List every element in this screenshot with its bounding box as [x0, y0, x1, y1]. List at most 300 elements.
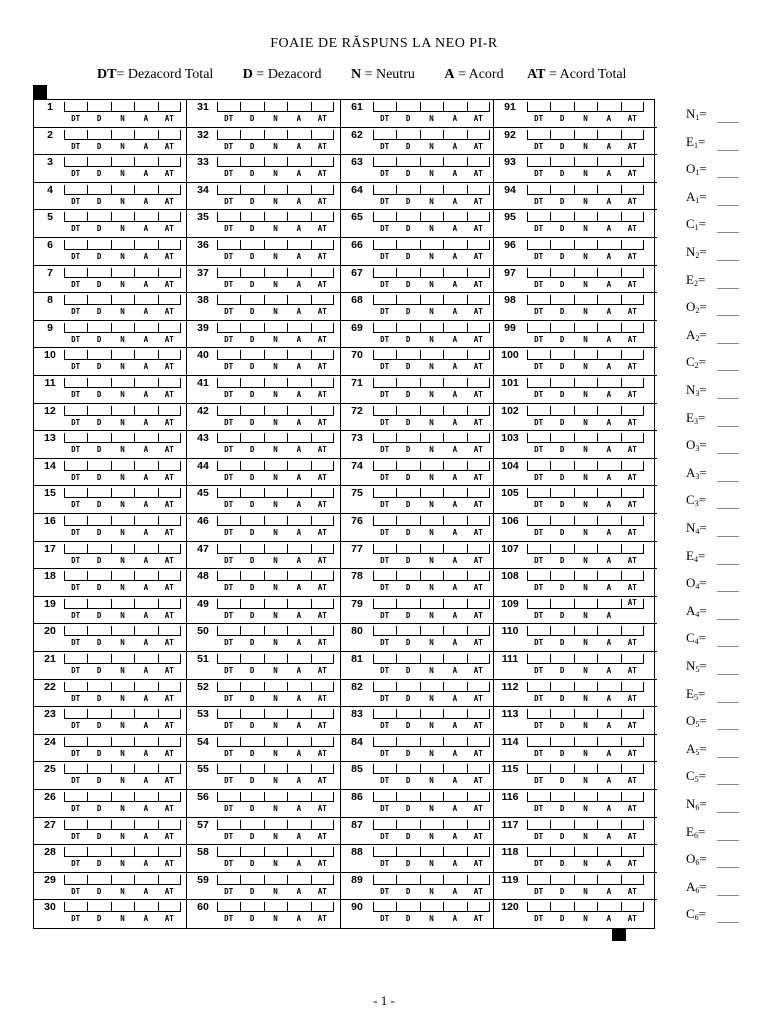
facet-score-line[interactable]	[717, 315, 739, 316]
answer-box[interactable]	[527, 488, 550, 498]
answer-box[interactable]	[287, 130, 310, 140]
answer-box[interactable]	[597, 682, 620, 692]
answer-box[interactable]	[621, 764, 644, 774]
answer-box[interactable]	[158, 516, 181, 526]
answer-box[interactable]	[87, 902, 110, 912]
answer-box[interactable]	[597, 461, 620, 471]
answer-box[interactable]	[527, 875, 550, 885]
answer-box[interactable]	[597, 157, 620, 167]
answer-box[interactable]	[87, 433, 110, 443]
answer-box[interactable]	[420, 709, 443, 719]
answer-box[interactable]	[574, 875, 597, 885]
answer-box[interactable]	[64, 902, 87, 912]
answer-box[interactable]	[527, 295, 550, 305]
answer-box[interactable]	[467, 764, 490, 774]
facet-score-line[interactable]	[717, 370, 739, 371]
answer-box[interactable]	[134, 461, 157, 471]
answer-box[interactable]	[111, 378, 134, 388]
answer-box[interactable]	[240, 682, 263, 692]
answer-box[interactable]	[264, 847, 287, 857]
answer-box[interactable]	[87, 654, 110, 664]
answer-box[interactable]	[311, 488, 334, 498]
answer-box[interactable]	[217, 102, 240, 112]
answer-box[interactable]	[527, 571, 550, 581]
answer-box[interactable]	[420, 737, 443, 747]
answer-box[interactable]	[574, 433, 597, 443]
answer-box[interactable]	[550, 157, 573, 167]
answer-box[interactable]	[420, 323, 443, 333]
answer-box[interactable]	[574, 544, 597, 554]
answer-box[interactable]	[240, 102, 263, 112]
answer-box[interactable]	[597, 488, 620, 498]
answer-box[interactable]	[527, 102, 550, 112]
answer-box[interactable]	[111, 268, 134, 278]
answer-box[interactable]	[443, 323, 466, 333]
answer-box[interactable]	[443, 406, 466, 416]
answer-box[interactable]	[396, 875, 419, 885]
answer-box[interactable]	[597, 902, 620, 912]
answer-box[interactable]	[420, 102, 443, 112]
answer-box[interactable]	[420, 378, 443, 388]
answer-box[interactable]	[134, 516, 157, 526]
answer-box[interactable]	[287, 516, 310, 526]
facet-score-line[interactable]	[717, 922, 739, 923]
answer-box[interactable]	[64, 764, 87, 774]
answer-box[interactable]	[158, 792, 181, 802]
answer-box[interactable]	[550, 654, 573, 664]
answer-box[interactable]	[420, 185, 443, 195]
answer-box[interactable]	[420, 433, 443, 443]
answer-box[interactable]	[287, 792, 310, 802]
answer-box[interactable]	[64, 792, 87, 802]
answer-box[interactable]	[467, 130, 490, 140]
answer-box[interactable]	[264, 516, 287, 526]
answer-box[interactable]	[264, 599, 287, 609]
answer-box[interactable]	[111, 185, 134, 195]
answer-box[interactable]	[134, 378, 157, 388]
answer-box[interactable]	[550, 185, 573, 195]
answer-box[interactable]	[64, 875, 87, 885]
answer-box[interactable]	[264, 820, 287, 830]
answer-box[interactable]	[217, 323, 240, 333]
answer-box[interactable]	[287, 185, 310, 195]
answer-box[interactable]	[420, 820, 443, 830]
answer-box[interactable]	[550, 709, 573, 719]
facet-score-line[interactable]	[717, 177, 739, 178]
answer-box[interactable]	[574, 295, 597, 305]
answer-box[interactable]	[111, 875, 134, 885]
answer-box[interactable]	[621, 820, 644, 830]
answer-box[interactable]	[134, 792, 157, 802]
answer-box[interactable]	[621, 682, 644, 692]
answer-box[interactable]	[240, 571, 263, 581]
answer-box[interactable]	[621, 240, 644, 250]
answer-box[interactable]	[467, 295, 490, 305]
answer-box[interactable]	[134, 185, 157, 195]
answer-box[interactable]	[264, 654, 287, 664]
answer-box[interactable]	[550, 102, 573, 112]
answer-box[interactable]	[396, 571, 419, 581]
answer-box[interactable]	[373, 764, 396, 774]
answer-box[interactable]	[527, 157, 550, 167]
answer-box[interactable]	[111, 571, 134, 581]
answer-box[interactable]	[527, 240, 550, 250]
answer-box[interactable]	[264, 378, 287, 388]
answer-box[interactable]	[597, 240, 620, 250]
answer-box[interactable]	[597, 102, 620, 112]
answer-box[interactable]	[87, 350, 110, 360]
answer-box[interactable]	[64, 654, 87, 664]
answer-box[interactable]	[443, 764, 466, 774]
answer-box[interactable]	[217, 792, 240, 802]
answer-box[interactable]	[420, 295, 443, 305]
answer-box[interactable]	[240, 433, 263, 443]
answer-box[interactable]	[621, 461, 644, 471]
answer-box[interactable]	[240, 737, 263, 747]
answer-box[interactable]	[550, 626, 573, 636]
answer-box[interactable]	[158, 599, 181, 609]
answer-box[interactable]	[240, 599, 263, 609]
answer-box[interactable]	[240, 406, 263, 416]
answer-box[interactable]	[64, 433, 87, 443]
facet-score-line[interactable]	[717, 508, 739, 509]
answer-box[interactable]	[240, 323, 263, 333]
answer-box[interactable]	[64, 820, 87, 830]
answer-box[interactable]	[420, 488, 443, 498]
answer-box[interactable]	[287, 902, 310, 912]
facet-score-line[interactable]	[717, 729, 739, 730]
answer-box[interactable]	[550, 406, 573, 416]
answer-box[interactable]	[373, 433, 396, 443]
answer-box[interactable]	[574, 902, 597, 912]
answer-box[interactable]	[87, 875, 110, 885]
answer-box[interactable]	[134, 737, 157, 747]
answer-box[interactable]	[240, 764, 263, 774]
answer-box[interactable]	[396, 406, 419, 416]
answer-box[interactable]	[621, 406, 644, 416]
answer-box[interactable]	[597, 433, 620, 443]
answer-box[interactable]	[550, 212, 573, 222]
answer-box[interactable]	[158, 268, 181, 278]
answer-box[interactable]	[134, 212, 157, 222]
answer-box[interactable]	[134, 544, 157, 554]
answer-box[interactable]	[597, 323, 620, 333]
answer-box[interactable]	[158, 323, 181, 333]
answer-box[interactable]	[621, 488, 644, 498]
answer-box[interactable]	[373, 461, 396, 471]
answer-box[interactable]	[240, 820, 263, 830]
answer-box[interactable]	[550, 295, 573, 305]
answer-box[interactable]	[158, 157, 181, 167]
answer-box[interactable]	[240, 157, 263, 167]
answer-box[interactable]	[64, 185, 87, 195]
answer-box[interactable]	[134, 599, 157, 609]
answer-box[interactable]	[574, 461, 597, 471]
answer-box[interactable]	[574, 764, 597, 774]
answer-box[interactable]	[134, 102, 157, 112]
answer-box[interactable]	[240, 544, 263, 554]
answer-box[interactable]	[240, 350, 263, 360]
answer-box[interactable]	[597, 709, 620, 719]
answer-box[interactable]	[467, 323, 490, 333]
answer-box[interactable]	[597, 516, 620, 526]
answer-box[interactable]	[311, 902, 334, 912]
answer-box[interactable]	[311, 626, 334, 636]
answer-box[interactable]	[420, 461, 443, 471]
answer-box[interactable]	[111, 323, 134, 333]
facet-score-line[interactable]	[717, 453, 739, 454]
answer-box[interactable]	[420, 268, 443, 278]
answer-box[interactable]	[311, 847, 334, 857]
answer-box[interactable]	[134, 323, 157, 333]
answer-box[interactable]	[597, 212, 620, 222]
answer-box[interactable]	[264, 130, 287, 140]
facet-score-line[interactable]	[717, 895, 739, 896]
answer-box[interactable]	[64, 295, 87, 305]
answer-box[interactable]	[311, 792, 334, 802]
answer-box[interactable]	[396, 350, 419, 360]
answer-box[interactable]	[87, 157, 110, 167]
answer-box[interactable]	[443, 820, 466, 830]
answer-box[interactable]	[158, 240, 181, 250]
answer-box[interactable]	[373, 902, 396, 912]
answer-box[interactable]	[527, 709, 550, 719]
answer-box[interactable]	[373, 682, 396, 692]
answer-box[interactable]	[373, 378, 396, 388]
answer-box[interactable]	[443, 240, 466, 250]
answer-box[interactable]	[373, 102, 396, 112]
facet-score-line[interactable]	[717, 619, 739, 620]
answer-box[interactable]	[134, 406, 157, 416]
answer-box[interactable]	[621, 378, 644, 388]
answer-box[interactable]	[467, 212, 490, 222]
answer-box[interactable]	[373, 709, 396, 719]
answer-box[interactable]	[527, 626, 550, 636]
answer-box[interactable]	[158, 626, 181, 636]
answer-box[interactable]	[420, 875, 443, 885]
answer-box[interactable]	[64, 157, 87, 167]
answer-box[interactable]	[527, 820, 550, 830]
answer-box[interactable]	[217, 847, 240, 857]
answer-box[interactable]	[264, 461, 287, 471]
answer-box[interactable]	[111, 544, 134, 554]
answer-box[interactable]	[527, 847, 550, 857]
answer-box[interactable]	[264, 709, 287, 719]
answer-box[interactable]	[264, 268, 287, 278]
answer-box[interactable]	[420, 212, 443, 222]
answer-box[interactable]	[373, 350, 396, 360]
answer-box[interactable]	[527, 737, 550, 747]
answer-box[interactable]	[396, 433, 419, 443]
answer-box[interactable]	[467, 875, 490, 885]
answer-box[interactable]	[396, 185, 419, 195]
answer-box[interactable]	[574, 378, 597, 388]
answer-box[interactable]	[420, 599, 443, 609]
answer-box[interactable]	[621, 185, 644, 195]
answer-box[interactable]	[217, 350, 240, 360]
answer-box[interactable]	[597, 626, 620, 636]
answer-box[interactable]	[550, 240, 573, 250]
answer-box[interactable]	[217, 295, 240, 305]
answer-box[interactable]	[311, 268, 334, 278]
facet-score-line[interactable]	[717, 288, 739, 289]
answer-box[interactable]	[396, 240, 419, 250]
answer-box[interactable]	[467, 792, 490, 802]
answer-box[interactable]	[64, 737, 87, 747]
answer-box[interactable]	[443, 378, 466, 388]
answer-box[interactable]	[64, 350, 87, 360]
answer-box[interactable]	[621, 268, 644, 278]
answer-box[interactable]	[87, 268, 110, 278]
answer-box[interactable]	[87, 737, 110, 747]
answer-box[interactable]	[264, 488, 287, 498]
answer-box[interactable]	[621, 902, 644, 912]
answer-box[interactable]	[64, 461, 87, 471]
answer-box[interactable]	[621, 792, 644, 802]
answer-box[interactable]	[134, 875, 157, 885]
answer-box[interactable]	[64, 212, 87, 222]
answer-box[interactable]	[217, 157, 240, 167]
answer-box[interactable]	[550, 378, 573, 388]
answer-box[interactable]	[158, 737, 181, 747]
answer-box[interactable]	[264, 902, 287, 912]
answer-box[interactable]	[264, 350, 287, 360]
answer-box[interactable]	[264, 571, 287, 581]
answer-box[interactable]	[373, 737, 396, 747]
answer-box[interactable]	[87, 820, 110, 830]
answer-box[interactable]	[287, 571, 310, 581]
answer-box[interactable]	[621, 157, 644, 167]
answer-box[interactable]	[217, 516, 240, 526]
answer-box[interactable]	[574, 240, 597, 250]
answer-box[interactable]	[87, 626, 110, 636]
answer-box[interactable]	[467, 902, 490, 912]
answer-box[interactable]	[311, 378, 334, 388]
answer-box[interactable]	[217, 433, 240, 443]
answer-box[interactable]	[527, 378, 550, 388]
answer-box[interactable]	[550, 130, 573, 140]
answer-box[interactable]	[621, 102, 644, 112]
answer-box[interactable]	[467, 240, 490, 250]
answer-box[interactable]	[134, 626, 157, 636]
answer-box[interactable]	[621, 626, 644, 636]
answer-box[interactable]	[396, 323, 419, 333]
answer-box[interactable]	[287, 847, 310, 857]
facet-score-line[interactable]	[717, 426, 739, 427]
answer-box[interactable]	[217, 764, 240, 774]
answer-box[interactable]	[87, 323, 110, 333]
answer-box[interactable]	[240, 185, 263, 195]
answer-box[interactable]	[373, 626, 396, 636]
answer-box[interactable]	[550, 461, 573, 471]
answer-box[interactable]	[527, 461, 550, 471]
answer-box[interactable]	[158, 295, 181, 305]
answer-box[interactable]	[550, 847, 573, 857]
answer-box[interactable]	[443, 516, 466, 526]
answer-box[interactable]	[64, 406, 87, 416]
answer-box[interactable]	[264, 323, 287, 333]
answer-box[interactable]	[158, 461, 181, 471]
answer-box[interactable]	[597, 378, 620, 388]
answer-box[interactable]	[467, 406, 490, 416]
answer-box[interactable]	[64, 544, 87, 554]
answer-box[interactable]	[287, 157, 310, 167]
answer-box[interactable]	[134, 820, 157, 830]
answer-box[interactable]	[111, 654, 134, 664]
answer-box[interactable]	[443, 737, 466, 747]
answer-box[interactable]	[240, 378, 263, 388]
answer-box[interactable]	[64, 268, 87, 278]
answer-box[interactable]	[287, 406, 310, 416]
answer-box[interactable]	[311, 102, 334, 112]
answer-box[interactable]	[443, 433, 466, 443]
answer-box[interactable]	[443, 682, 466, 692]
answer-box[interactable]	[574, 626, 597, 636]
facet-score-line[interactable]	[717, 398, 739, 399]
answer-box[interactable]	[87, 571, 110, 581]
answer-box[interactable]	[467, 626, 490, 636]
answer-box[interactable]	[311, 875, 334, 885]
answer-box[interactable]	[240, 268, 263, 278]
answer-box[interactable]	[621, 212, 644, 222]
answer-box[interactable]	[64, 571, 87, 581]
answer-box[interactable]	[217, 599, 240, 609]
answer-box[interactable]	[527, 682, 550, 692]
answer-box[interactable]	[597, 406, 620, 416]
answer-box[interactable]	[158, 130, 181, 140]
answer-box[interactable]	[64, 599, 87, 609]
answer-box[interactable]	[574, 157, 597, 167]
answer-box[interactable]	[574, 406, 597, 416]
answer-box[interactable]	[217, 875, 240, 885]
answer-box[interactable]	[240, 847, 263, 857]
answer-box[interactable]	[87, 764, 110, 774]
answer-box[interactable]	[396, 764, 419, 774]
answer-box[interactable]	[311, 654, 334, 664]
answer-box[interactable]	[64, 488, 87, 498]
answer-box[interactable]	[467, 102, 490, 112]
answer-box[interactable]	[574, 654, 597, 664]
answer-box[interactable]	[311, 461, 334, 471]
answer-box[interactable]	[597, 792, 620, 802]
facet-score-line[interactable]	[717, 674, 739, 675]
answer-box[interactable]	[87, 488, 110, 498]
answer-box[interactable]	[111, 157, 134, 167]
answer-box[interactable]	[420, 406, 443, 416]
answer-box[interactable]	[574, 323, 597, 333]
answer-box[interactable]	[64, 709, 87, 719]
answer-box[interactable]	[574, 709, 597, 719]
answer-box[interactable]	[443, 102, 466, 112]
answer-box[interactable]	[597, 737, 620, 747]
answer-box[interactable]	[443, 847, 466, 857]
answer-box[interactable]	[527, 406, 550, 416]
answer-box[interactable]	[443, 488, 466, 498]
answer-box[interactable]	[287, 764, 310, 774]
answer-box[interactable]	[311, 571, 334, 581]
answer-box[interactable]	[396, 212, 419, 222]
answer-box[interactable]	[373, 654, 396, 664]
facet-score-line[interactable]	[717, 150, 739, 151]
answer-box[interactable]	[64, 516, 87, 526]
answer-box[interactable]	[287, 737, 310, 747]
answer-box[interactable]	[443, 626, 466, 636]
answer-box[interactable]	[287, 102, 310, 112]
answer-box[interactable]	[287, 378, 310, 388]
answer-box[interactable]	[87, 709, 110, 719]
answer-box[interactable]	[217, 902, 240, 912]
answer-box[interactable]	[111, 902, 134, 912]
